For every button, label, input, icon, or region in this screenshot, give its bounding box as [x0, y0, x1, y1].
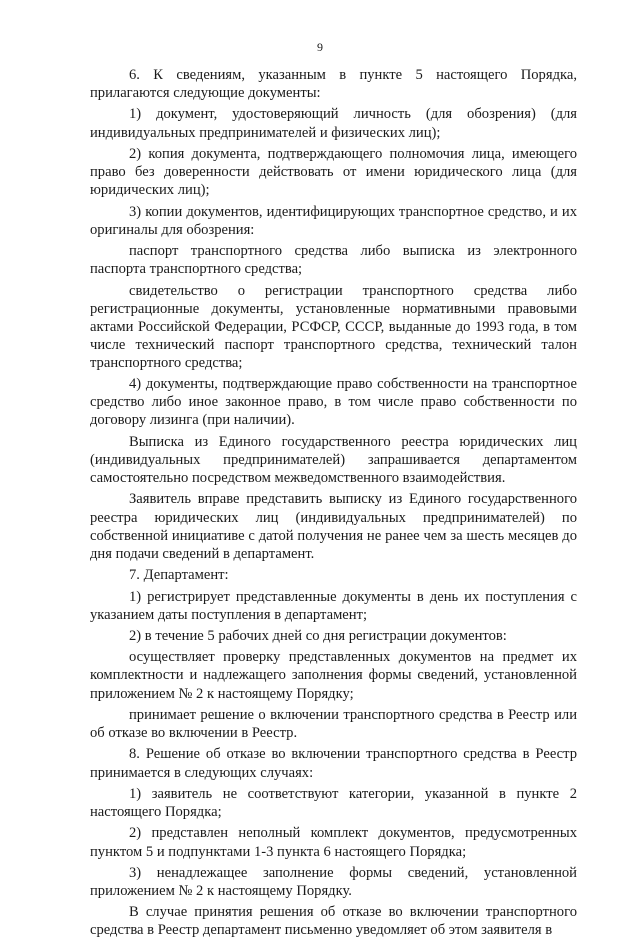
page-number: 9 [317, 40, 323, 54]
paragraph-decision: принимает решение о включении транспортного средства в Реестр или об отказе во включении в Реестр. [90, 706, 577, 742]
paragraph-6-item-1: 1) документ, удостоверяющий личность (для обозрения) (для индивидуальных предпринимателей и физических лиц); [90, 106, 577, 141]
paragraph-6-item-4: 4) документы, подтверждающие право собственности на транспортное средство либо иное законное право, в том числе право собственности по договору лизинга (при наличии). [90, 376, 577, 429]
paragraph-8-item-1: 1) заявитель не соответствуют категории, указанной в пункте 2 настоящего Порядка; [90, 785, 577, 821]
paragraph-registry-extract: Выписка из Единого государственного реестра юридических лиц (индивидуальных предпринимателей) запрашивается департаментом самостоятельно посредством межведомственного взаимодействия. [90, 433, 577, 487]
paragraph-7-item-2: 2) в течение 5 рабочих дней со дня регистрации документов: [129, 627, 507, 644]
paragraph-7-item-1: 1) регистрирует представленные документы в день их поступления с указанием даты поступления в департамент; [90, 588, 577, 623]
paragraph-registration-certificate: свидетельство о регистрации транспортного средства либо регистрационные документы, установленные нормативными правовыми актами Российской Федерации, РСФСР, СССР, выданные до 1993 года, в том числе технический паспорт транспортного средства, технический талон транспортного средства; [90, 282, 577, 371]
document-body [90, 66, 577, 943]
paragraph-applicant-extract: Заявитель вправе представить выписку из Единого государственного реестра юридических лиц (индивидуальных предпринимателей) по собственной инициативе с датой получения не ранее чем за шесть месяцев до дня подачи сведений в департамент. [90, 491, 577, 562]
paragraph-8-intro: 8. Решение об отказе во включении транспортного средства в Реестр принимается в следующих случаях: [90, 746, 577, 781]
paragraph-7-heading: 7. Департамент: [129, 567, 229, 584]
paragraph-8-item-3: 3) ненадлежащее заполнение формы сведений, установленной приложением № 2 к настоящему Порядку. [90, 864, 577, 899]
paragraph-6-item-2: 2) копия документа, подтверждающего полномочия лица, имеющего право без доверенности действовать от имени юридического лица (для юридических лиц); [90, 145, 577, 199]
paragraph-verification: осуществляет проверку представленных документов на предмет их комплектности и надлежащего заполнения формы сведений, установленной приложением № 2 к настоящему Порядку; [90, 649, 577, 702]
paragraph-8-item-2: 2) представлен неполный комплект документов, предусмотренных пунктом 5 и подпунктами 1-3 пункта 6 настоящего Порядка; [90, 825, 577, 860]
paragraph-refusal-notice: В случае принятия решения об отказе во включении транспортного средства в Реестр департамент письменно уведомляет об этом заявителя в [90, 904, 577, 939]
paragraph-6-intro: 6. К сведениям, указанным в пункте 5 настоящего Порядка, прилагаются следующие документы: [90, 67, 577, 102]
paragraph-6-item-3: 3) копии документов, идентифицирующих транспортное средство, и их оригиналы для обозрения: [90, 203, 577, 238]
paragraph-vehicle-passport: паспорт транспортного средства либо выписка из электронного паспорта транспортного средства; [90, 243, 577, 278]
